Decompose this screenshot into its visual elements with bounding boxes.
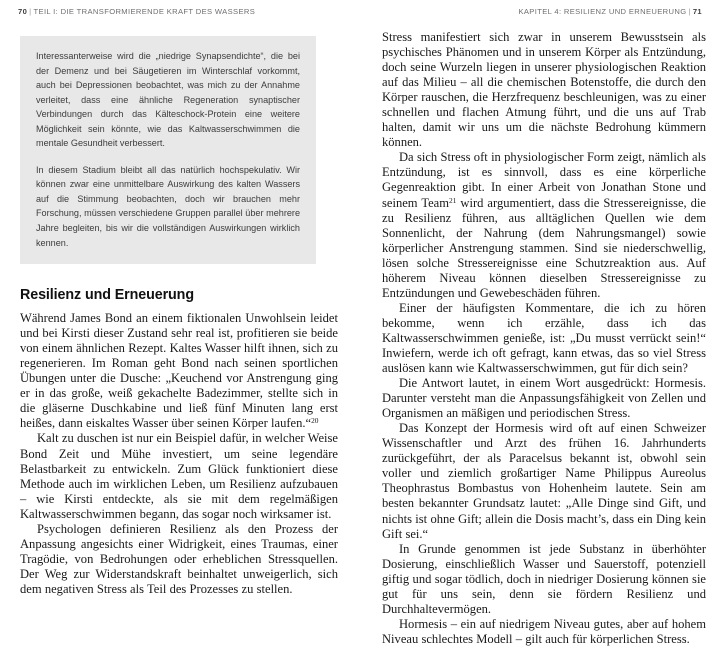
paragraph-text-after-footnote: wird argumentiert, dass die Stressereignisse, die zu Resilienz führen, aus alltäglichen Quellen wie dem Sonnenlicht, der Nahrung (dem Nahrungsmangel) sowie körperlicher Anstrengung stammen. Sind sie niederschwellig, lösen solche Stressereignisse eine Schutzreaktion aus. Auf höherem Niveau können dieselben Stressereignisse zu Entzündungen und Gewebeschäden führen. bbox=[382, 195, 707, 300]
folio-left: 70 bbox=[18, 7, 28, 16]
body-paragraph: Einer der häufigsten Kommentare, die ich zu hören bekomme, wenn ich erzähle, dass ich das Kaltwasserschwimmen genieße, ist: „Du musst verrückt sein!“ Inwiefern, werde ich oft gefragt, kann etwas, das so viel Stress auslösen kann wie Kaltwasserschwimmen, gut für dich sein? bbox=[382, 300, 706, 376]
body-paragraph: In Grunde genommen ist jede Substanz in überhöhter Dosierung, einschließlich Wasser und Sauerstoff, potenziell giftig und sogar tödlich, doch in niedriger Dosierung können sie gut für uns sein, denn sie fördern Resilienz und Durchhaltevermögen. bbox=[382, 541, 706, 616]
folio-right: 71 bbox=[692, 7, 702, 16]
running-head-left bbox=[18, 7, 255, 16]
running-head-right bbox=[518, 7, 702, 16]
page-columns bbox=[0, 30, 720, 646]
callout-paragraph: In diesem Stadium bleibt all das natürlich hochspekulativ. Wir können zwar eine unmittelbare Auswirkung des kalten Wassers auf die Stimmung beobachten, doch wir brauchen mehr Forschung, müssen verschiedene Gruppen parallel über mehrere Jahre begleiten, bis wir die vollständigen Auswirkungen wirklich kennen. bbox=[36, 164, 300, 248]
running-head-left-title: TEIL I: DIE TRANSFORMIERENDE KRAFT DES WASSERS bbox=[33, 7, 256, 16]
paragraph-text-before-footnote: Da sich Stress oft in physiologischer Form zeigt, nämlich als Entzündung, ist es sinnvoll, dass es eine körperliche Gegenreaktion gibt. In einer Arbeit von Jonathan Stone und seinem Team bbox=[382, 150, 706, 210]
callout-box bbox=[20, 36, 316, 264]
section-heading: Resilienz und Erneuerung bbox=[20, 287, 194, 304]
right-column bbox=[360, 30, 720, 646]
body-paragraph: Psychologen definieren Resilienz als den Prozess der Anpassung angesichts einer Widrigkeit, eines Traumas, einer Tragödie, von Bedrohungen oder erheblichen Stressquellen. Der Weg zur Widerstandskraft beinhaltet unweigerlich, sich dem negativen Stress als Teil des Prozesses zu stellen. bbox=[20, 521, 338, 596]
footnote-marker: 21 bbox=[449, 195, 457, 205]
body-paragraph: Die Antwort lautet, in einem Wort ausgedrückt: Hormesis. Darunter versteht man die Anpassungsfähigkeit von Zellen und Organismen an mäßigen und periodischen Stress. bbox=[382, 376, 706, 421]
callout-paragraph: Interessanterweise wird die „niedrige Synapsendichte“, die bei der Demenz und bei Säugetieren im Winterschlaf vorkommt, auch bei Depressionen beobachtet, was mich zu der Annahme verleitet, dass eine ähnliche Regeneration synaptischer Verbindungen durch das Kälteschock-Protein eine weitere Möglichkeit sein könnte, wie das Kaltwasserschwimmen die mentale Gesundheit verbessert. bbox=[36, 51, 300, 149]
body-paragraph bbox=[20, 311, 338, 431]
body-paragraph: Hormesis – ein auf niedrigem Niveau gutes, aber auf hohem Niveau schlechtes Modell – gilt auch für körperlichen Stress. bbox=[382, 616, 706, 646]
left-column bbox=[0, 30, 360, 596]
body-paragraph: Das Konzept der Hormesis wird oft auf einen Schweizer Wissenschaftler und Arzt des frühen 16. Jahrhunderts zurückgeführt, der als Paracelsus bekannt ist, obwohl sein voller und ziemlich großartiger Name Philippus Aureolus Theophrastus Bombastus von Hohenheim lautete. Sein am besten bekannter Grundsatz lautet: „Alle Dinge sind Gift, und nichts ist ohne Gift; allein die Dosis macht’s, dass ein Ding kein Gift sei.“ bbox=[382, 421, 706, 541]
body-paragraph: Kalt zu duschen ist nur ein Beispiel dafür, in welcher Weise Bond Zeit und Mühe investiert, um seine legendäre Belastbarkeit zu entwickeln. Zum Glück funktioniert diese Methode auch im wirklichen Leben, um Resilienz aufzubauen – wie Kirsti entdeckte, als sie mit dem regelmäßigen Kaltwasserschwimmen begann, das sogar noch wirksamer ist. bbox=[20, 431, 338, 521]
footnote-marker: 20 bbox=[311, 416, 319, 426]
paragraph-text: Während James Bond an einem fiktionalen Unwohlsein leidet und bei Kirsti dieser Zustand sehr real ist, profitieren sie beide von einem ähnlichen Rezept. Kaltes Wasser hilft ihnen, sich zu regenerieren. Im Roman geht Bond nach seinen sportlichen Übungen unter die Dusche: „Keuchend vor Anstrengung ging er in das große, weiß gekachelte Badezimmer, stellte sich in die gläserne Duschkabine und ließ fünf Minuten lang erst heißes, dann eiskaltes Wasser über seinen Körper laufen.“ bbox=[20, 311, 338, 431]
body-paragraph: Stress manifestiert sich zwar in unserem Bewusstsein als psychisches Phänomen und in unserem Körper als Entzündung, doch seine Wurzeln liegen in unserer physiologischen Reaktion auf das Milieu – all die chemischen Botenstoffe, die durch den Körper rauschen, die Herzfrequenz beschleunigen, was zu einer schnellen und flachen Atmung führt, und die uns auf Trab halten, damit wir uns um die nächste Bedrohung kümmern können. bbox=[382, 30, 706, 150]
running-head-separator-right: | bbox=[688, 7, 691, 16]
body-paragraph bbox=[382, 150, 706, 300]
running-head-separator-left: | bbox=[29, 7, 32, 16]
running-head-right-title: KAPITEL 4: RESILIENZ UND ERNEUERUNG bbox=[518, 7, 687, 16]
